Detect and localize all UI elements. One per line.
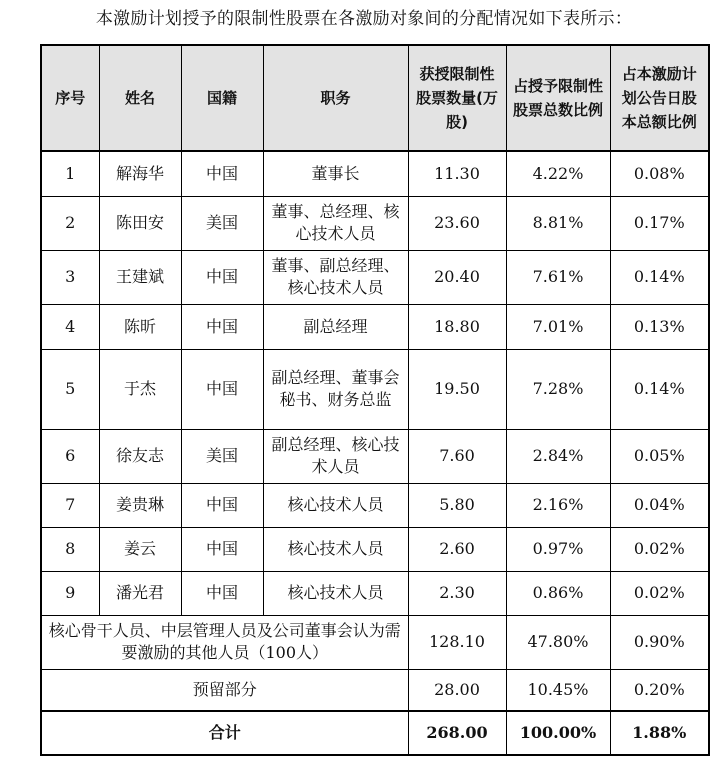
- cell-shares: 19.50: [408, 349, 506, 429]
- cell-grant-ratio: 10.45%: [506, 669, 610, 711]
- header-row: [41, 45, 709, 151]
- total-shares: 268.00: [408, 711, 506, 755]
- cell-capital-ratio: 0.20%: [610, 669, 709, 711]
- cell-capital-ratio: 0.14%: [610, 349, 709, 429]
- cell-nationality: 中国: [181, 527, 263, 571]
- cell-name: 于杰: [99, 349, 181, 429]
- cell-shares: 7.60: [408, 429, 506, 483]
- header-grant-ratio: 占授予限制性股票总数比例: [506, 45, 610, 151]
- cell-grant-ratio: 7.28%: [506, 349, 610, 429]
- table-row: [41, 429, 709, 483]
- cell-position: 核心技术人员: [263, 527, 408, 571]
- cell-capital-ratio: 0.04%: [610, 483, 709, 527]
- cell-index: 3: [41, 250, 99, 304]
- cell-grant-ratio: 2.84%: [506, 429, 610, 483]
- cell-grant-ratio: 4.22%: [506, 151, 610, 196]
- cell-capital-ratio: 0.14%: [610, 250, 709, 304]
- total-capital-ratio: 1.88%: [610, 711, 709, 755]
- cell-shares: 20.40: [408, 250, 506, 304]
- cell-grant-ratio: 47.80%: [506, 615, 610, 669]
- cell-position: 核心技术人员: [263, 571, 408, 615]
- total-label: 合计: [41, 711, 408, 755]
- reserved-label: 预留部分: [41, 669, 408, 711]
- cell-shares: 2.60: [408, 527, 506, 571]
- cell-position: 副总经理: [263, 304, 408, 349]
- header-name: 姓名: [99, 45, 181, 151]
- allocation-table: [40, 44, 710, 756]
- cell-name: 徐友志: [99, 429, 181, 483]
- table-row: [41, 571, 709, 615]
- cell-position: 董事长: [263, 151, 408, 196]
- table-row: [41, 349, 709, 429]
- header-shares: 获授限制性股票数量(万股): [408, 45, 506, 151]
- table-row: [41, 250, 709, 304]
- cell-capital-ratio: 0.02%: [610, 527, 709, 571]
- cell-index: 9: [41, 571, 99, 615]
- cell-name: 王建斌: [99, 250, 181, 304]
- cell-shares: 11.30: [408, 151, 506, 196]
- intro-text: 本激励计划授予的限制性股票在各激励对象间的分配情况如下表所示：: [95, 9, 633, 29]
- table-row: [41, 196, 709, 250]
- cell-capital-ratio: 0.02%: [610, 571, 709, 615]
- cell-nationality: 中国: [181, 483, 263, 527]
- cell-index: 1: [41, 151, 99, 196]
- cell-position: 董事、总经理、核心技术人员: [263, 196, 408, 250]
- cell-nationality: 中国: [181, 571, 263, 615]
- header-nationality: 国籍: [181, 45, 263, 151]
- cell-nationality: 美国: [181, 429, 263, 483]
- cell-capital-ratio: 0.17%: [610, 196, 709, 250]
- cell-name: 解海华: [99, 151, 181, 196]
- header-position: 职务: [263, 45, 408, 151]
- cell-position: 副总经理、董事会秘书、财务总监: [263, 349, 408, 429]
- cell-grant-ratio: 2.16%: [506, 483, 610, 527]
- table-row: [41, 151, 709, 196]
- cell-grant-ratio: 0.86%: [506, 571, 610, 615]
- cell-name: 陈田安: [99, 196, 181, 250]
- cell-index: 7: [41, 483, 99, 527]
- cell-capital-ratio: 0.05%: [610, 429, 709, 483]
- cell-index: 8: [41, 527, 99, 571]
- cell-name: 姜贵琳: [99, 483, 181, 527]
- cell-grant-ratio: 0.97%: [506, 527, 610, 571]
- cell-index: 5: [41, 349, 99, 429]
- header-index: 序号: [41, 45, 99, 151]
- cell-index: 4: [41, 304, 99, 349]
- cell-name: 潘光君: [99, 571, 181, 615]
- reserved-row: [41, 669, 709, 711]
- cell-grant-ratio: 7.01%: [506, 304, 610, 349]
- cell-grant-ratio: 8.81%: [506, 196, 610, 250]
- table-row: [41, 527, 709, 571]
- cell-capital-ratio: 0.13%: [610, 304, 709, 349]
- cell-name: 姜云: [99, 527, 181, 571]
- table-row: [41, 304, 709, 349]
- cell-position: 核心技术人员: [263, 483, 408, 527]
- cell-nationality: 中国: [181, 151, 263, 196]
- cell-position: 副总经理、核心技术人员: [263, 429, 408, 483]
- cell-shares: 28.00: [408, 669, 506, 711]
- cell-position: 董事、副总经理、核心技术人员: [263, 250, 408, 304]
- header-capital-ratio: 占本激励计划公告日股本总额比例: [610, 45, 709, 151]
- table-row: [41, 483, 709, 527]
- total-grant-ratio: 100.00%: [506, 711, 610, 755]
- cell-grant-ratio: 7.61%: [506, 250, 610, 304]
- total-row: [41, 711, 709, 755]
- cell-shares: 18.80: [408, 304, 506, 349]
- cell-capital-ratio: 0.90%: [610, 615, 709, 669]
- cell-capital-ratio: 0.08%: [610, 151, 709, 196]
- cell-nationality: 中国: [181, 349, 263, 429]
- other-staff-row: [41, 615, 709, 669]
- cell-nationality: 中国: [181, 304, 263, 349]
- cell-shares: 5.80: [408, 483, 506, 527]
- cell-nationality: 美国: [181, 196, 263, 250]
- cell-shares: 23.60: [408, 196, 506, 250]
- cell-nationality: 中国: [181, 250, 263, 304]
- cell-shares: 128.10: [408, 615, 506, 669]
- cell-index: 2: [41, 196, 99, 250]
- other-staff-label: 核心骨干人员、中层管理人员及公司董事会认为需要激励的其他人员（100人）: [41, 615, 408, 669]
- cell-shares: 2.30: [408, 571, 506, 615]
- cell-index: 6: [41, 429, 99, 483]
- cell-name: 陈昕: [99, 304, 181, 349]
